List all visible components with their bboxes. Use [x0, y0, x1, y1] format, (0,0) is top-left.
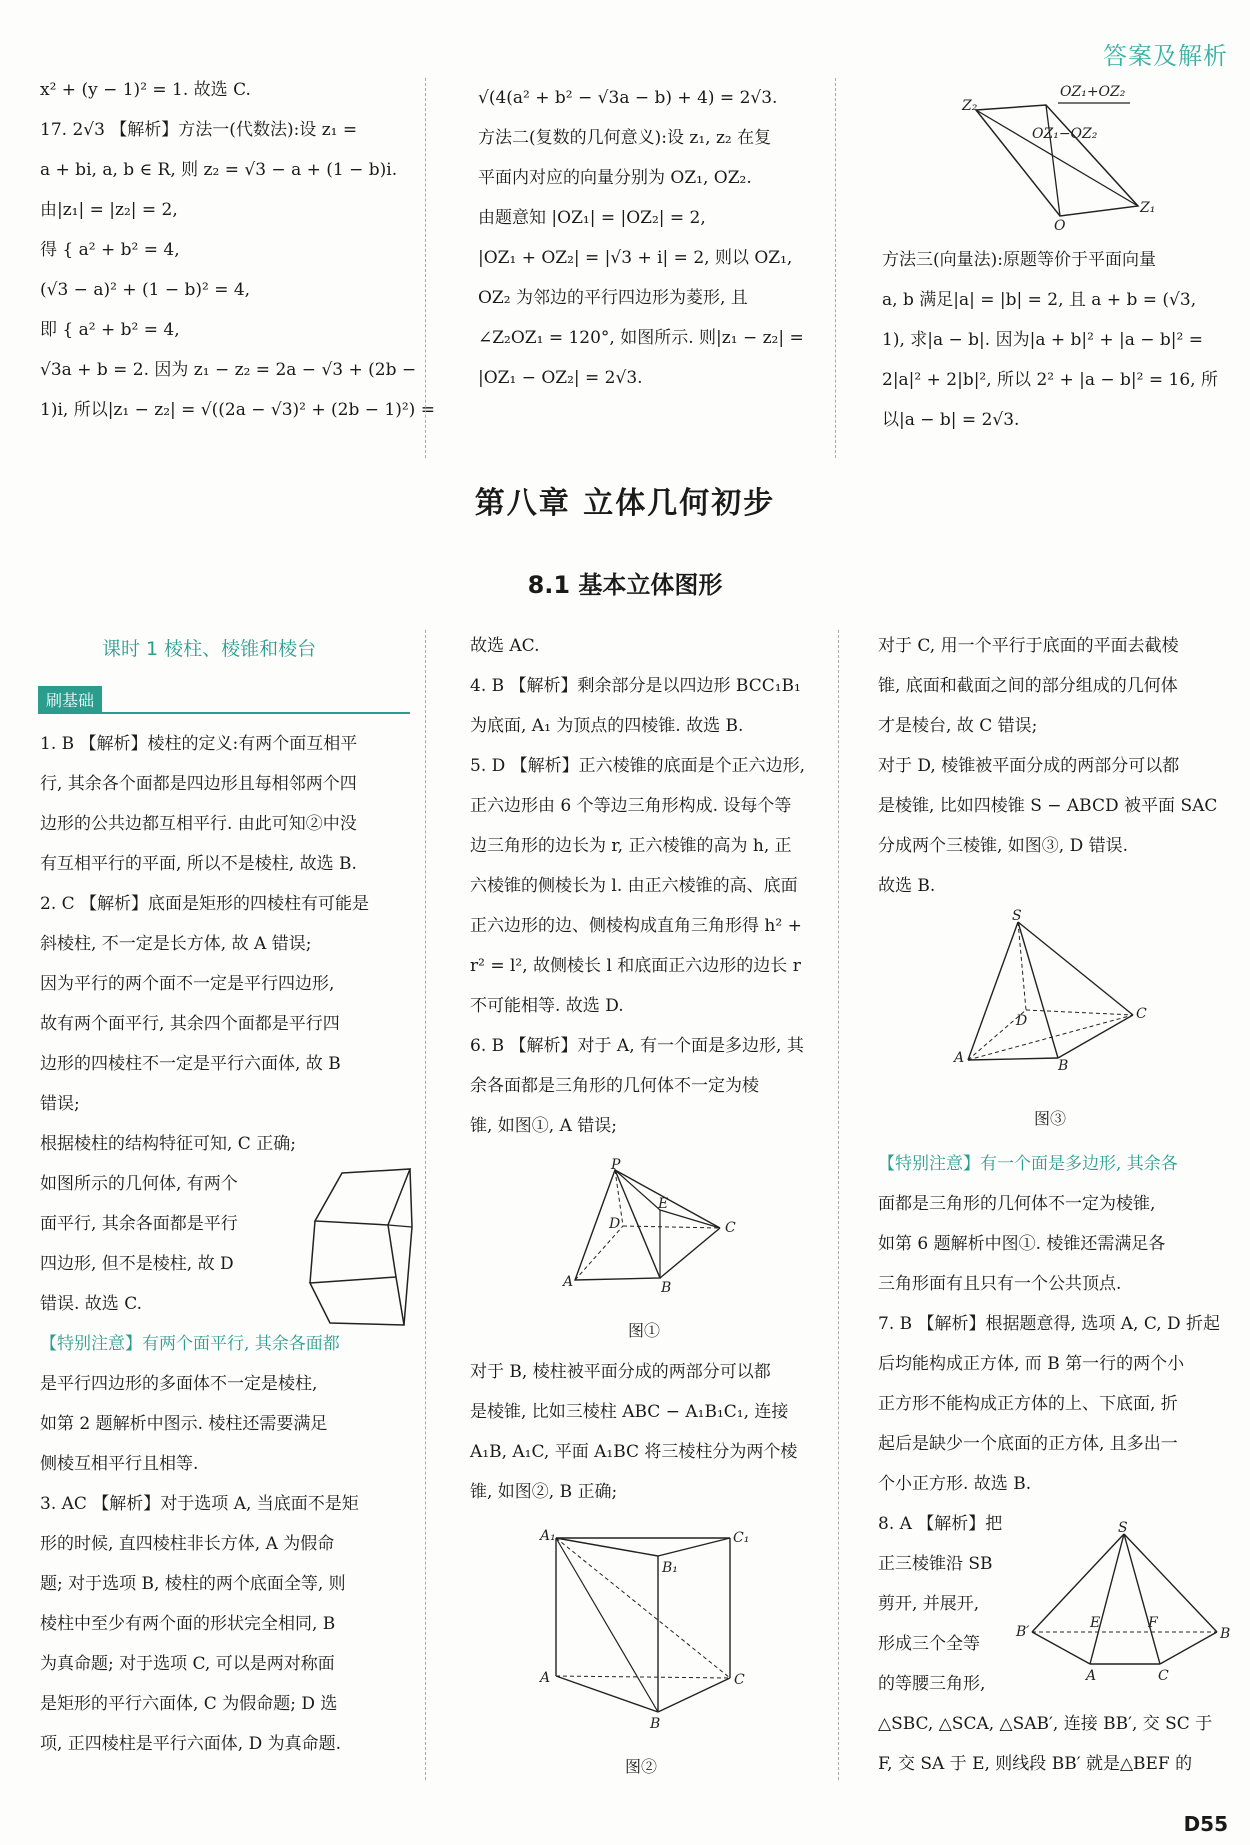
label-B: B [1058, 1058, 1069, 1074]
lesson-title: 课时 1 棱柱、棱锥和棱台 [102, 638, 317, 660]
label-C: C [734, 1672, 745, 1688]
fig-label-z2: Z₂ [962, 98, 978, 114]
line: 17. 2√3 【解析】方法一(代数法):设 z₁ = [40, 120, 358, 140]
line: 边三角形的边长为 r, 正六棱锥的高为 h, 正 [470, 836, 792, 856]
line: 平面内对应的向量分别为 OZ₁, OZ₂. [478, 168, 752, 188]
line: 故选 B. [878, 876, 936, 896]
line: 即 { a² + b² = 4, [40, 320, 180, 340]
line: F, 交 SA 于 E, 则线段 BB′ 就是△BEF 的 [878, 1754, 1193, 1774]
line: 7. B 【解析】根据题意得, 选项 A, C, D 折起 [878, 1314, 1221, 1334]
line: ∠Z₂OZ₁ = 120°, 如图所示. 则|z₁ − z₂| = [478, 328, 804, 348]
line: 起后是缺少一个底面的正方体, 且多出一 [878, 1434, 1178, 1454]
line: 边形的四棱柱不一定是平行六面体, 故 B [40, 1054, 341, 1074]
figure-1-caption: 图① [628, 1321, 661, 1340]
label-C1: C₁ [733, 1530, 750, 1546]
line: 5. D 【解析】正六棱锥的底面是个正六边形, [470, 756, 806, 776]
figure-2-caption: 图② [625, 1757, 658, 1776]
label-B: B [661, 1280, 672, 1296]
line: 如图所示的几何体, 有两个 [40, 1174, 238, 1194]
column-divider [425, 630, 426, 1780]
answers-col-b [470, 626, 820, 1146]
label-A: A [563, 1274, 574, 1290]
label-B1: B₁ [662, 1560, 678, 1576]
top-col-2 [478, 78, 823, 398]
line: 正六边形由 6 个等边三角形构成. 设每个等 [470, 796, 792, 816]
line: 面平行, 其余各面都是平行 [40, 1214, 238, 1234]
line: 形成三个全等 [878, 1634, 980, 1654]
line: 方法三(向量法):原题等价于平面向量 [882, 250, 1156, 270]
line: 是棱锥, 比如四棱锥 S − ABCD 被平面 SAC [878, 796, 1218, 816]
line: 四边形, 但不是棱柱, 故 D [40, 1254, 234, 1274]
line: 是棱锥, 比如三棱柱 ABC − A₁B₁C₁, 连接 [470, 1402, 789, 1422]
label-A: A [1086, 1668, 1097, 1684]
line: |OZ₁ − OZ₂| = 2√3. [478, 368, 643, 388]
line: 正六边形的边、侧棱构成直角三角形得 h² + [470, 916, 802, 936]
chapter-title: 第八章 立体几何初步 [474, 486, 776, 521]
line: 如第 6 题解析中图①. 棱锥还需满足各 [878, 1234, 1166, 1254]
line: 锥, 底面和截面之间的部分组成的几何体 [878, 676, 1178, 696]
column-divider [425, 78, 426, 458]
line: 正三棱锥沿 SB [878, 1554, 993, 1574]
line: 方法二(复数的几何意义):设 z₁, z₂ 在复 [478, 128, 772, 148]
answers-col-c-2 [878, 1144, 1233, 1784]
special-note-line: 【特别注意】有两个面平行, 其余各面都 [40, 1334, 340, 1354]
line: √(4(a² + b² − √3a − b) + 4) = 2√3. [478, 88, 778, 108]
label-B: B [650, 1716, 661, 1732]
line: a, b 满足|a| = |b| = 2, 且 a + b = (√3, [882, 290, 1197, 310]
line: 3. AC 【解析】对于选项 A, 当底面不是矩 [40, 1494, 359, 1514]
line: 由|z₁| = |z₂| = 2, [40, 200, 178, 220]
line: 项, 正四棱柱是平行六面体, D 为真命题. [40, 1734, 342, 1754]
answers-col-c [878, 626, 1233, 906]
line: 行, 其余各个面都是四边形且每相邻两个四 [40, 774, 357, 794]
section-badge: 刷基础 [38, 686, 102, 713]
line: 为底面, A₁ 为顶点的四棱锥. 故选 B. [470, 716, 744, 736]
line: 错误. 故选 C. [40, 1294, 143, 1314]
line: 以|a − b| = 2√3. [882, 410, 1020, 430]
line: 不可能相等. 故选 D. [470, 996, 624, 1016]
top-col-3 [882, 240, 1227, 440]
figure-3-pyramid [948, 908, 1163, 1074]
line: 4. B 【解析】剩余部分是以四边形 BCC₁B₁ [470, 676, 801, 696]
line: 为真命题; 对于选项 C, 可以是两对称面 [40, 1654, 335, 1674]
figure-4-unfolded-pyramid [1012, 1522, 1237, 1682]
line: 2. C 【解析】底面是矩形的四棱柱有可能是 [40, 894, 370, 914]
line: √3a + b = 2. 因为 z₁ − z₂ = 2a − √3 + (2b − [40, 360, 417, 380]
rhombus-vector-figure [940, 70, 1180, 234]
column-divider [838, 630, 839, 1780]
line: 2|a|² + 2|b|², 所以 2² + |a − b|² = 16, 所 [882, 370, 1218, 390]
top-col-1 [40, 70, 435, 430]
line: 8. A 【解析】把 [878, 1514, 1003, 1534]
label-F: F [1148, 1615, 1158, 1631]
line: 1), 求|a − b|. 因为|a + b|² + |a − b|² = [882, 330, 1203, 350]
badge-underline [38, 712, 410, 714]
line: 对于 D, 棱锥被平面分成的两部分可以都 [878, 756, 1180, 776]
line: 对于 B, 棱柱被平面分成的两部分可以都 [470, 1362, 771, 1382]
line: 根据棱柱的结构特征可知, C 正确; [40, 1134, 296, 1154]
page-number: D55 [1183, 1812, 1228, 1836]
line: 故选 AC. [470, 636, 540, 656]
label-A: A [540, 1670, 551, 1686]
fig-label-o: O [1054, 218, 1066, 234]
line: 1. B 【解析】棱柱的定义:有两个面互相平 [40, 734, 358, 754]
line: 边形的公共边都互相平行. 由此可知②中没 [40, 814, 357, 834]
line: x² + (y − 1)² = 1. 故选 C. [40, 80, 251, 100]
line: 得 { a² + b² = 4, [40, 240, 180, 260]
line: 棱柱中至少有两个面的形状完全相同, B [40, 1614, 336, 1634]
label-A: A [954, 1050, 965, 1066]
line: OZ₂ 为邻边的平行四边形为菱形, 且 [478, 288, 748, 308]
section-title: 8.1 基本立体图形 [527, 571, 723, 599]
line: 故有两个面平行, 其余四个面都是平行四 [40, 1014, 340, 1034]
label-D: D [609, 1216, 621, 1232]
line: a + bi, a, b ∈ R, 则 z₂ = √3 − a + (1 − b)i. [40, 160, 398, 180]
line: 由题意知 |OZ₁| = |OZ₂| = 2, [478, 208, 706, 228]
line: 余各面都是三角形的几何体不一定为棱 [470, 1076, 759, 1096]
fig-label-sum: OZ₁+OZ₂ [1060, 84, 1126, 100]
line: 对于 C, 用一个平行于底面的平面去截棱 [878, 636, 1179, 656]
line: 1)i, 所以|z₁ − z₂| = √((2a − √3)² + (2b − 1)²) = [40, 400, 435, 420]
line: 是矩形的平行六面体, C 为假命题; D 选 [40, 1694, 338, 1714]
answers-col-b-2 [470, 1352, 820, 1512]
label-C: C [1158, 1668, 1169, 1684]
figure-3-caption: 图③ [1034, 1109, 1067, 1128]
line: A₁B, A₁C, 平面 A₁BC 将三棱柱分为两个棱 [470, 1442, 798, 1462]
line: 题; 对于选项 B, 棱柱的两个底面全等, 则 [40, 1574, 346, 1594]
non-prism-figure [300, 1165, 415, 1330]
label-D: D [1016, 1013, 1028, 1029]
line: 锥, 如图②, B 正确; [470, 1482, 618, 1502]
line: 6. B 【解析】对于 A, 有一个面是多边形, 其 [470, 1036, 804, 1056]
line: 个小正方形. 故选 B. [878, 1474, 1032, 1494]
line: 正方形不能构成正方体的上、下底面, 折 [878, 1394, 1178, 1414]
column-divider [835, 78, 836, 458]
label-A1: A₁ [540, 1528, 556, 1544]
label-Bp: B′ [1016, 1624, 1030, 1640]
line: r² = l², 故侧棱长 l 和底面正六边形的边长 r [470, 956, 801, 976]
line: 锥, 如图①, A 错误; [470, 1116, 618, 1136]
line: |OZ₁ + OZ₂| = |√3 + i| = 2, 则以 OZ₁, [478, 248, 793, 268]
line: 如第 2 题解析中图示. 棱柱还需要满足 [40, 1414, 328, 1434]
header-title: 答案及解析 [1103, 42, 1228, 70]
label-P: P [611, 1157, 621, 1173]
line: 错误; [40, 1094, 80, 1114]
line: 的等腰三角形, [878, 1674, 986, 1694]
label-E: E [658, 1196, 669, 1212]
line: 斜棱柱, 不一定是长方体, 故 A 错误; [40, 934, 312, 954]
line: 分成两个三棱锥, 如图③, D 错误. [878, 836, 1129, 856]
special-note-line: 【特别注意】有一个面是多边形, 其余各 [878, 1154, 1178, 1174]
line: 形的时候, 直四棱柱非长方体, A 为假命 [40, 1534, 335, 1554]
line: 面都是三角形的几何体不一定为棱锥, [878, 1194, 1156, 1214]
line: 侧棱互相平行且相等. [40, 1454, 199, 1474]
line: (√3 − a)² + (1 − b)² = 4, [40, 280, 251, 300]
line: 有互相平行的平面, 所以不是棱柱, 故选 B. [40, 854, 357, 874]
label-C: C [1136, 1006, 1147, 1022]
label-S: S [1118, 1520, 1128, 1536]
line: 三角形面有且只有一个公共顶点. [878, 1274, 1122, 1294]
line: 后均能构成正方体, 而 B 第一行的两个小 [878, 1354, 1185, 1374]
line: 六棱锥的侧棱长为 l. 由正六棱锥的高、底面 [470, 876, 798, 896]
label-C: C [725, 1220, 736, 1236]
line: 才是棱台, 故 C 错误; [878, 716, 1038, 736]
line: 是平行四边形的多面体不一定是棱柱, [40, 1374, 318, 1394]
label-S: S [1012, 908, 1022, 924]
fig-label-z1: Z₁ [1140, 200, 1156, 216]
line: △SBC, △SCA, △SAB′, 连接 BB′, 交 SC 于 [878, 1714, 1213, 1734]
line: 剪开, 并展开, [878, 1594, 980, 1614]
label-E: E [1090, 1615, 1101, 1631]
line: 因为平行的两个面不一定是平行四边形, [40, 974, 335, 994]
figure-1-pyramid [555, 1157, 740, 1296]
figure-2-prism [540, 1520, 750, 1730]
label-B: B [1220, 1626, 1231, 1642]
fig-label-diff: OZ₁−OZ₂ [1032, 126, 1098, 142]
